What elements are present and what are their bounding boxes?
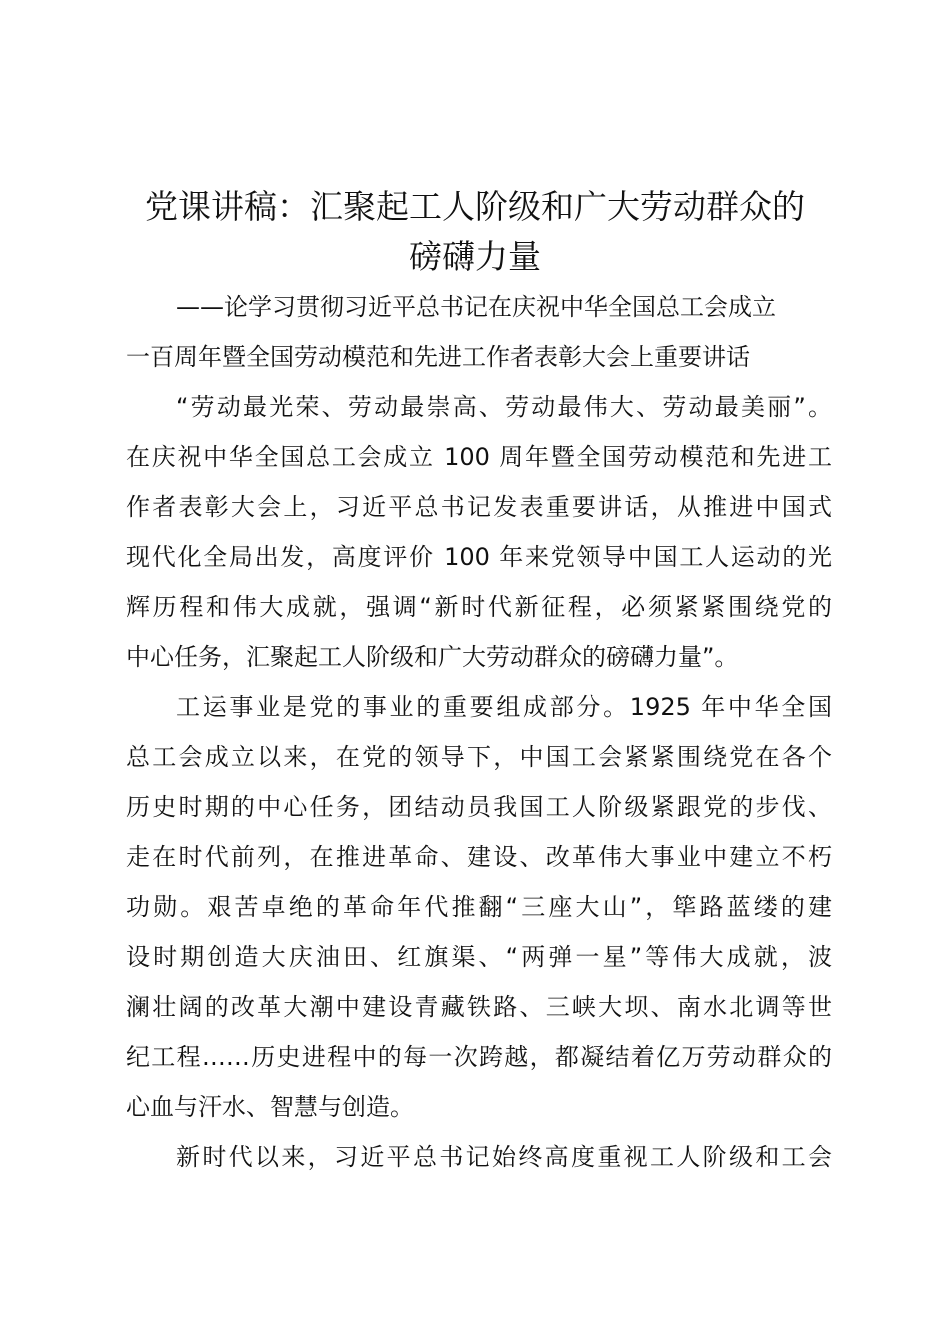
document-title [120,182,830,282]
paragraph-line: 工运事业是党的事业的重要组成部分。1925 年中华全国 [176,693,832,721]
paragraph-line: 心血与汗水、智慧与创造。 [126,1093,414,1121]
document-body [126,382,832,1182]
paragraph-line: 澜壮阔的改革大潮中建设青藏铁路、三峡大坝、南水北调等世 [126,993,832,1021]
title-line-2: 磅礴力量 [409,237,541,276]
paragraph-line: “劳动最光荣、劳动最崇高、劳动最伟大、劳动最美丽”。 [176,393,832,421]
paragraph-line: 走在时代前列，在推进革命、建设、改革伟大事业中建立不朽 [126,843,832,871]
paragraph-3 [126,1132,832,1182]
paragraph-line: 在庆祝中华全国总工会成立 100 周年暨全国劳动模范和先进工 [126,443,832,471]
paragraph-2 [126,682,832,1132]
paragraph-line: 现代化全局出发，高度评价 100 年来党领导中国工人运动的光 [126,543,832,571]
paragraph-line: 总工会成立以来，在党的领导下，中国工会紧紧围绕党在各个 [126,743,832,771]
title-line-1: 党课讲稿：汇聚起工人阶级和广大劳动群众的 [145,187,805,226]
paragraph-line: 历史时期的中心任务，团结动员我国工人阶级紧跟党的步伐、 [126,793,832,821]
paragraph-line: 纪工程……历史进程中的每一次跨越，都凝结着亿万劳动群众的 [126,1043,832,1071]
document-subtitle [126,282,832,382]
paragraph-line: 功勋。艰苦卓绝的革命年代推翻“三座大山”，筚路蓝缕的建 [126,893,832,921]
paragraph-line: 新时代以来，习近平总书记始终高度重视工人阶级和工会 [176,1143,832,1171]
subtitle-line-2: 一百周年暨全国劳动模范和先进工作者表彰大会上重要讲话 [126,343,750,371]
paragraph-line: 中心任务，汇聚起工人阶级和广大劳动群众的磅礴力量”。 [126,643,739,671]
paragraph-line: 作者表彰大会上，习近平总书记发表重要讲话，从推进中国式 [126,493,832,521]
paragraph-line: 设时期创造大庆油田、红旗渠、“两弹一星”等伟大成就，波 [126,943,832,971]
paragraph-line: 辉历程和伟大成就，强调“新时代新征程，必须紧紧围绕党的 [126,593,832,621]
paragraph-1 [126,382,832,682]
subtitle-line-1: ——论学习贯彻习近平总书记在庆祝中华全国总工会成立 [176,293,776,321]
